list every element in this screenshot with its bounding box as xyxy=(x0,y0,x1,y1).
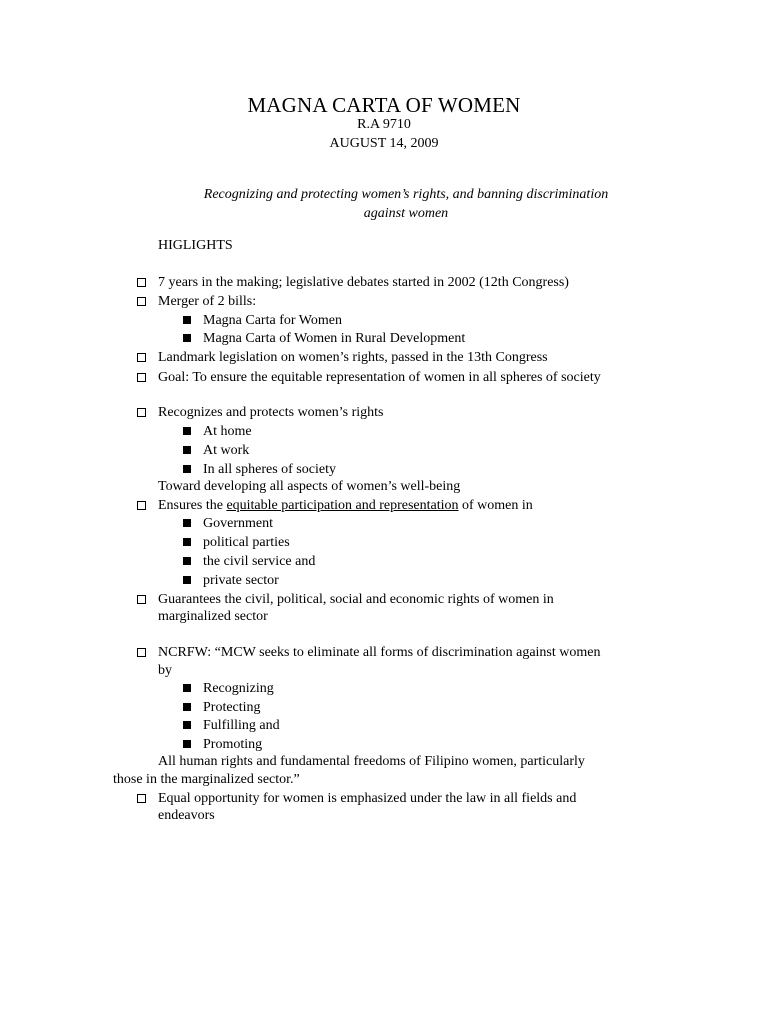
sub-item-text: Government xyxy=(203,516,273,531)
sub-item-text: private sector xyxy=(203,573,279,588)
square-bullet-icon xyxy=(183,446,191,454)
square-bullet-icon xyxy=(183,721,191,729)
sub-item-text: At work xyxy=(203,443,250,458)
tagline-line-1: Recognizing and protecting women’s rights, and banning discrimination xyxy=(203,187,609,202)
law-date: AUGUST 14, 2009 xyxy=(329,136,439,151)
sub-item-text: the civil service and xyxy=(203,554,316,569)
square-bullet-icon xyxy=(183,316,191,324)
sub-item-text: At home xyxy=(203,424,252,439)
square-bullet-icon xyxy=(183,465,191,473)
checkbox-bullet-icon xyxy=(137,794,146,803)
tagline-line-2: against women xyxy=(363,206,449,221)
sub-item-text: Recognizing xyxy=(203,681,274,696)
square-bullet-icon xyxy=(183,740,191,748)
item-text: Merger of 2 bills: xyxy=(158,294,257,309)
continuation-line: All human rights and fundamental freedoms of Filipino women, particularly xyxy=(158,754,585,769)
square-bullet-icon xyxy=(183,576,191,584)
item-text: 7 years in the making; legislative debates started in 2002 (12th Congress) xyxy=(158,275,569,290)
item-text: Guarantees the civil, political, social and economic rights of women in xyxy=(158,592,554,607)
checkbox-bullet-icon xyxy=(137,648,146,657)
sub-item-text: Magna Carta for Women xyxy=(203,313,342,328)
sub-item-text: political parties xyxy=(203,535,290,550)
item-text: by xyxy=(158,663,172,678)
sub-item-text: Promoting xyxy=(203,737,263,752)
item-text: Equal opportunity for women is emphasized under the law in all fields and xyxy=(158,791,577,806)
sub-item-text: In all spheres of society xyxy=(203,462,336,477)
checkbox-bullet-icon xyxy=(137,501,146,510)
law-number: R.A 9710 xyxy=(357,117,411,132)
continuation-line: Toward developing all aspects of women’s well-being xyxy=(158,479,461,494)
checkbox-bullet-icon xyxy=(137,278,146,287)
section-heading: HIGLIGHTS xyxy=(158,238,233,253)
sub-item-text: Fulfilling and xyxy=(203,718,280,733)
square-bullet-icon xyxy=(183,684,191,692)
item-text-start: Ensures the xyxy=(158,498,227,513)
checkbox-bullet-icon xyxy=(137,595,146,604)
document-title: MAGNA CARTA OF WOMEN xyxy=(247,93,521,117)
item-text xyxy=(158,497,533,515)
square-bullet-icon xyxy=(183,519,191,527)
continuation-line: those in the marginalized sector.” xyxy=(113,772,300,787)
underlined-phrase: equitable participation and representation xyxy=(226,498,459,513)
square-bullet-icon xyxy=(183,334,191,342)
item-text-end: of women in xyxy=(458,498,533,513)
square-bullet-icon xyxy=(183,557,191,565)
sub-item-text: Protecting xyxy=(203,700,261,715)
checkbox-bullet-icon xyxy=(137,353,146,362)
item-text: Recognizes and protects women’s rights xyxy=(158,405,384,420)
square-bullet-icon xyxy=(183,538,191,546)
square-bullet-icon xyxy=(183,427,191,435)
square-bullet-icon xyxy=(183,703,191,711)
item-text: NCRFW: “MCW seeks to eliminate all forms of discrimination against women xyxy=(158,645,601,660)
sub-item-text: Magna Carta of Women in Rural Development xyxy=(203,331,466,346)
item-text: endeavors xyxy=(158,808,215,823)
checkbox-bullet-icon xyxy=(137,297,146,306)
item-text: Goal: To ensure the equitable representation of women in all spheres of society xyxy=(158,370,601,385)
checkbox-bullet-icon xyxy=(137,373,146,382)
item-text: marginalized sector xyxy=(158,609,268,624)
checkbox-bullet-icon xyxy=(137,408,146,417)
item-text: Landmark legislation on women’s rights, passed in the 13th Congress xyxy=(158,350,548,365)
